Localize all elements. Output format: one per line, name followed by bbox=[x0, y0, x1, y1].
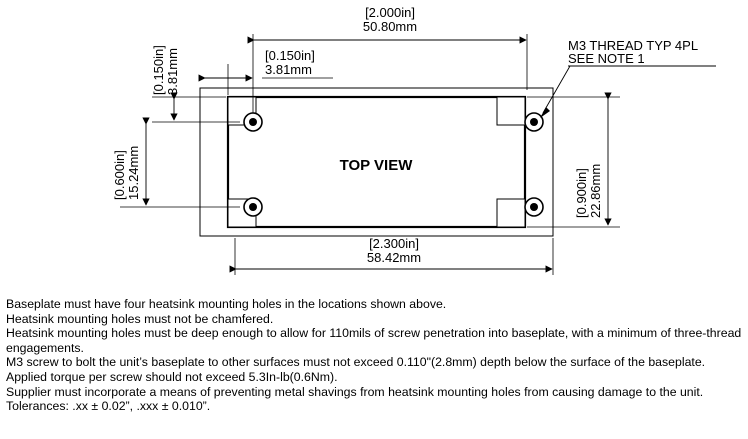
note-line-7: Tolerances: .xx ± 0.02”, .xxx ± 0.010”. bbox=[6, 399, 211, 414]
mounting-pad-bottom-right bbox=[497, 199, 525, 227]
note-line-6: Supplier must incorporate a means of preventing metal shavings from heatsink mounting holes from causing damage to the unit. bbox=[6, 384, 704, 399]
mounting-pad-top-right bbox=[497, 97, 525, 125]
dim-top-overall-mm: 50.80mm bbox=[362, 19, 418, 34]
note-line-3: Heatsink mounting holes must be deep enough to allow for 110mils of screw penetration into baseplate, with a minimum of three-thread engagements. bbox=[6, 326, 742, 355]
mounting-hole-bottom-right bbox=[525, 198, 543, 216]
dim-left-overall-mm: 15.24mm bbox=[126, 145, 141, 200]
dim-right-overall-mm: 22.86mm bbox=[588, 163, 603, 218]
dim-top-overall-inch: [2.000in] bbox=[365, 5, 415, 20]
note-line-1: Baseplate must have four heatsink mounting holes in the locations shown above. bbox=[6, 297, 447, 311]
note-line-2: Heatsink mounting holes must not be chamfered. bbox=[6, 311, 274, 326]
notes-block bbox=[6, 297, 746, 414]
dim-top-offset-inch: [0.150in] bbox=[265, 48, 315, 63]
dim-top-offset-mm: 3.81mm bbox=[265, 62, 312, 77]
dim-left-offset-mm: 3.81mm bbox=[165, 48, 180, 95]
mounting-hole-top-left bbox=[244, 113, 262, 131]
view-label: TOP VIEW bbox=[339, 157, 413, 174]
dim-bottom-overall-inch: [2.300in] bbox=[369, 236, 419, 251]
dim-left-offset-inch: [0.150in] bbox=[151, 45, 166, 95]
dim-bottom-overall-mm: 58.42mm bbox=[366, 250, 422, 265]
note-line-5: Applied torque per screw should not exceed 5.3In-lb(0.6Nm). bbox=[6, 369, 338, 384]
callout-line2: SEE NOTE 1 bbox=[568, 51, 645, 66]
mounting-hole-top-right bbox=[525, 113, 543, 131]
note-line-4: M3 screw to bolt the unit’s baseplate to other surfaces must not exceed 0.110"(2.8mm) depth below the surface of the baseplate. bbox=[6, 355, 706, 370]
callout-line1: M3 THREAD TYP 4PL bbox=[568, 38, 699, 53]
mounting-hole-bottom-left bbox=[244, 198, 262, 216]
dim-left-overall-inch: [0.600in] bbox=[112, 150, 127, 200]
dim-right-overall-inch: [0.900in] bbox=[574, 168, 589, 218]
